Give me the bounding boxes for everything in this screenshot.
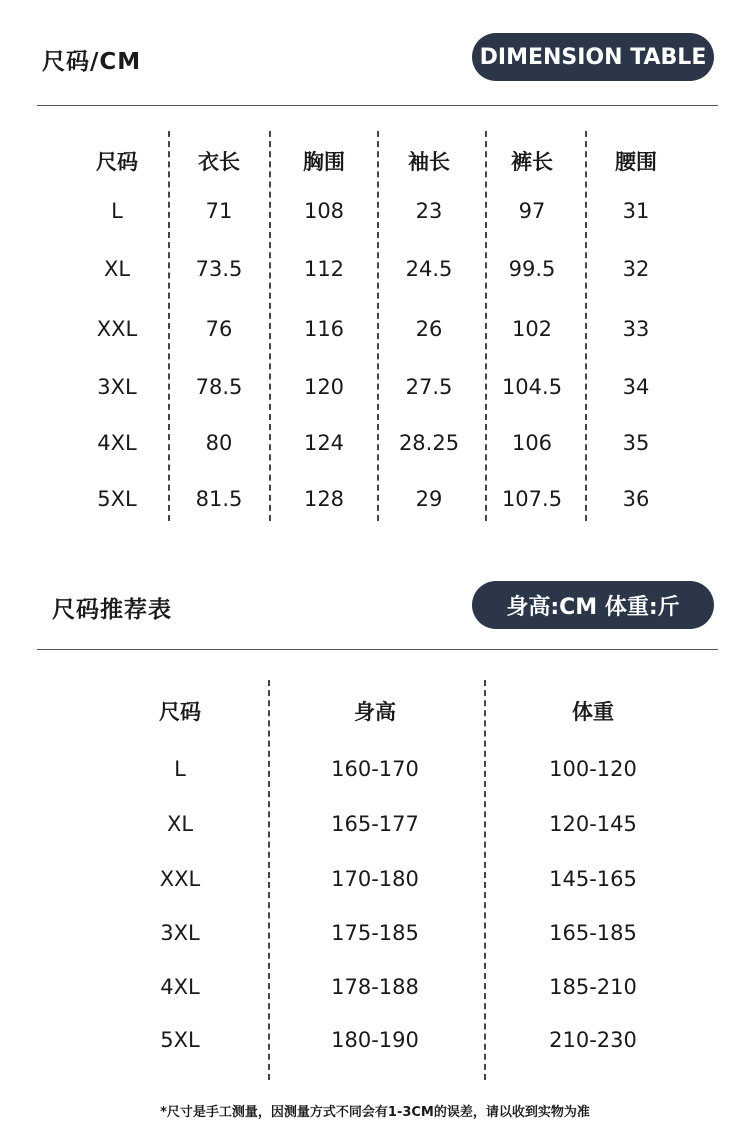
dimension-table-cell: 33 [622, 317, 650, 341]
dimension-table-cell: 4XL [97, 431, 137, 455]
dimension-table-cell: XXL [96, 317, 138, 341]
recommend-table-cell: 5XL [160, 1028, 200, 1052]
dimension-divider [37, 105, 718, 106]
dimension-header-cell: 裤长 [511, 150, 553, 174]
dimension-table-cell: 116 [303, 317, 345, 341]
dimension-table-cell: 104.5 [501, 375, 563, 399]
dimension-table-cell: 71 [205, 199, 233, 223]
dimension-table-cell: 3XL [97, 375, 137, 399]
dimension-table-cell: 29 [415, 487, 443, 511]
dimension-header-cell: 衣长 [198, 150, 240, 174]
dimension-header-cell: 袖长 [408, 150, 450, 174]
recommend-table-cell: 3XL [160, 921, 200, 945]
recommend-table-cell: 178-188 [331, 975, 419, 999]
recommend-table-cell: 185-210 [549, 975, 637, 999]
dimension-column-divider [377, 131, 379, 521]
dimension-header-cell: 胸围 [303, 150, 345, 174]
dimension-table-cell: 97 [518, 199, 546, 223]
recommend-divider [37, 649, 718, 650]
recommend-table-cell: 145-165 [549, 867, 637, 891]
dimension-table-cell: 32 [622, 257, 650, 281]
dimension-table-cell: XL [103, 257, 131, 281]
dimension-table-cell: 78.5 [195, 375, 243, 399]
dimension-table-cell: 112 [303, 257, 345, 281]
dimension-table-cell: 28.25 [398, 431, 460, 455]
recommend-section-title: 尺码推荐表 [52, 597, 172, 623]
recommend-table-cell: 4XL [160, 975, 200, 999]
dimension-table-cell: 81.5 [195, 487, 243, 511]
recommend-table-cell: 160-170 [331, 757, 419, 781]
dimension-column-divider [168, 131, 170, 521]
recommend-table-cell: XXL [159, 867, 201, 891]
recommend-column-divider [268, 680, 270, 1080]
dimension-table-cell: 27.5 [405, 375, 453, 399]
recommend-table-cell: XL [166, 812, 194, 836]
recommend-table-cell: 175-185 [331, 921, 419, 945]
measurement-footnote: *尺寸是手工测量，因测量方式不同会有1-3CM的误差，请以收到实物为准 [160, 1105, 590, 1120]
dimension-table-cell: 35 [622, 431, 650, 455]
dimension-table-cell: 108 [303, 199, 345, 223]
dimension-table-cell: L [111, 199, 123, 223]
dimension-table-cell: 23 [415, 199, 443, 223]
recommend-column-divider [484, 680, 486, 1080]
dimension-section-title: 尺码/CM [42, 49, 142, 75]
dimension-table-cell: 124 [303, 431, 345, 455]
dimension-table-cell: 36 [622, 487, 650, 511]
dimension-table-cell: 80 [205, 431, 233, 455]
dimension-header-cell: 尺码 [96, 150, 138, 174]
dimension-table-cell: 128 [303, 487, 345, 511]
dimension-table-cell: 99.5 [508, 257, 556, 281]
dimension-table-cell: 107.5 [501, 487, 563, 511]
dimension-column-divider [269, 131, 271, 521]
dimension-table-badge: DIMENSION TABLE [472, 33, 714, 81]
dimension-table-cell: 34 [622, 375, 650, 399]
recommend-table-cell: 100-120 [549, 757, 637, 781]
dimension-table-cell: 102 [511, 317, 553, 341]
recommend-table-cell: L [174, 757, 186, 781]
recommend-table-cell: 210-230 [549, 1028, 637, 1052]
dimension-header-cell: 腰围 [615, 150, 657, 174]
recommend-table-cell: 165-177 [331, 812, 419, 836]
recommend-unit-badge: 身高:CM 体重:斤 [472, 581, 714, 629]
dimension-table-cell: 31 [622, 199, 650, 223]
recommend-header-cell: 尺码 [159, 700, 201, 724]
recommend-table-cell: 170-180 [331, 867, 419, 891]
recommend-header-cell: 身高 [354, 700, 396, 724]
dimension-table-cell: 73.5 [195, 257, 243, 281]
recommend-table-cell: 180-190 [331, 1028, 419, 1052]
dimension-table-cell: 76 [205, 317, 233, 341]
dimension-table-cell: 106 [511, 431, 553, 455]
dimension-table-cell: 26 [415, 317, 443, 341]
dimension-table-cell: 24.5 [405, 257, 453, 281]
dimension-table-cell: 120 [303, 375, 345, 399]
recommend-header-cell: 体重 [572, 700, 614, 724]
recommend-table-cell: 165-185 [549, 921, 637, 945]
dimension-column-divider [485, 131, 487, 521]
dimension-table-cell: 5XL [97, 487, 137, 511]
dimension-column-divider [585, 131, 587, 521]
recommend-table-cell: 120-145 [549, 812, 637, 836]
